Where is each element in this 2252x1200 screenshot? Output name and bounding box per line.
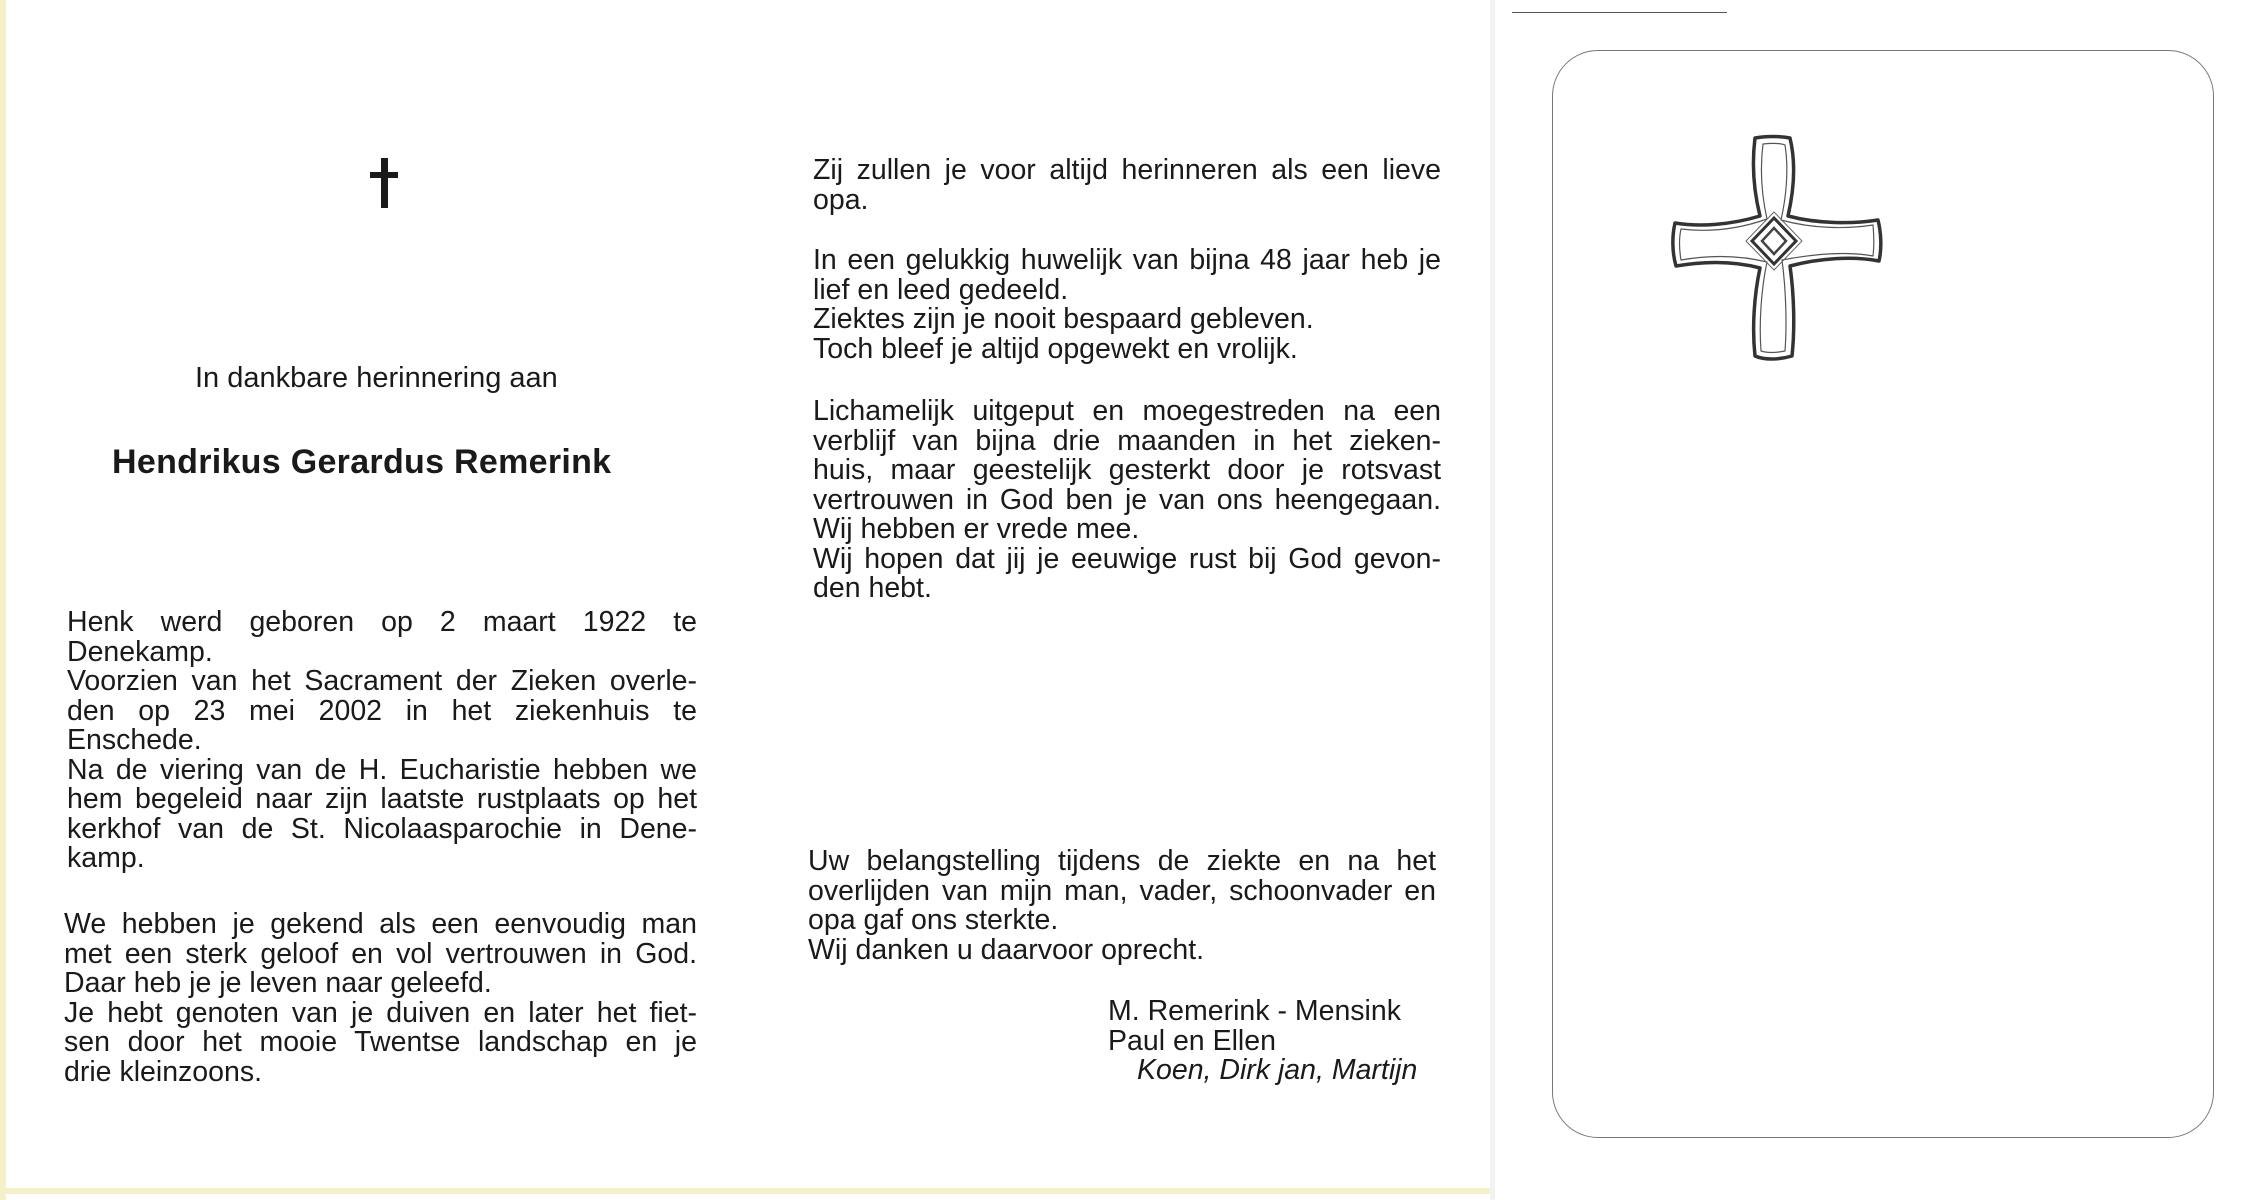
latin-cross-icon bbox=[370, 158, 398, 208]
text-line: Ziektes zijn je nooit bespaard gebleven. bbox=[813, 303, 1314, 335]
signature-line: Koen, Dirk jan, Martijn bbox=[1137, 1054, 1418, 1086]
text-line: kamp. bbox=[67, 842, 145, 874]
text-line: opa. bbox=[813, 183, 869, 216]
text-line: Wij hebben er vrede mee. bbox=[813, 513, 1140, 545]
text-line: den op 23 mei 2002 in het ziekenhuis te bbox=[67, 694, 697, 727]
cross-illustration-icon bbox=[1668, 128, 1898, 373]
text-line: overlijden van mijn man, vader, schoonvader en bbox=[808, 874, 1436, 907]
signature-line: M. Remerink - Mensink bbox=[1108, 995, 1401, 1027]
passing-paragraph bbox=[813, 397, 1441, 604]
text-line: Je hebt genoten van je duiven en later het fiet- bbox=[64, 996, 697, 1029]
marriage-paragraph bbox=[813, 246, 1441, 364]
thanks-paragraph bbox=[808, 847, 1436, 965]
text-line: We hebben je gekend als een eenvoudig man bbox=[64, 908, 697, 940]
text-line: Henk werd geboren op 2 maart 1922 te bbox=[67, 606, 697, 638]
text-line: sen door het mooie Twentse landschap en je bbox=[64, 1026, 697, 1058]
tribute-paragraph bbox=[64, 910, 697, 1087]
text-line: Voorzien van het Sacrament der Zieken overle- bbox=[67, 665, 697, 697]
intro-heading: In dankbare herinnering aan bbox=[195, 362, 558, 394]
text-line: Lichamelijk uitgeput en moegestreden na een bbox=[813, 395, 1441, 427]
text-line: huis, maar geestelijk gesterkt door je rotsvast bbox=[813, 454, 1441, 486]
text-line: Daar heb je je leven naar geleefd. bbox=[64, 967, 492, 999]
text-line: Na de viering van de H. Eucharistie hebben we bbox=[67, 753, 697, 786]
text-line: verblijf van bijna drie maanden in het zieken- bbox=[813, 424, 1441, 457]
deceased-name: Hendrikus Gerardus Remerink bbox=[112, 443, 612, 481]
scan-edge-left bbox=[0, 0, 6, 1200]
text-line: Uw belangstelling tijdens de ziekte en na het bbox=[808, 845, 1436, 877]
text-line: Wij hopen dat jij je eeuwige rust bij God gevon- bbox=[813, 542, 1441, 575]
text-line: met een sterk geloof en vol vertrouwen in God. bbox=[64, 937, 697, 970]
text-line: den hebt. bbox=[813, 572, 932, 604]
text-line: Zij zullen je voor altijd herinneren als een lieve bbox=[813, 154, 1441, 186]
text-line: Wij danken u daarvoor oprecht. bbox=[808, 933, 1205, 966]
text-line: Enschede. bbox=[67, 724, 202, 756]
text-line: In een gelukkig huwelijk van bijna 48 jaar heb je bbox=[813, 244, 1441, 276]
biography-paragraph bbox=[67, 608, 697, 874]
text-line: hem begeleid naar zijn laatste rustplaats op het bbox=[67, 783, 697, 815]
text-line: Denekamp. bbox=[67, 635, 213, 668]
text-line: Toch bleef je altijd opgewekt en vrolijk. bbox=[813, 332, 1298, 365]
text-line: lief en leed gedeeld. bbox=[813, 273, 1069, 306]
scan-edge-line bbox=[1512, 12, 1727, 13]
text-line: vertrouwen in God ben je van ons heengegaan. bbox=[813, 483, 1441, 516]
memory-paragraph bbox=[813, 156, 1441, 215]
scan-edge-bottom bbox=[0, 1188, 1490, 1194]
text-line: drie kleinzoons. bbox=[64, 1055, 263, 1088]
signature-block bbox=[1108, 997, 1417, 1086]
signature-line: Paul en Ellen bbox=[1108, 1024, 1276, 1057]
text-line: kerkhof van de St. Nicolaasparochie in Dene- bbox=[67, 812, 697, 845]
text-line: opa gaf ons sterkte. bbox=[808, 904, 1059, 936]
